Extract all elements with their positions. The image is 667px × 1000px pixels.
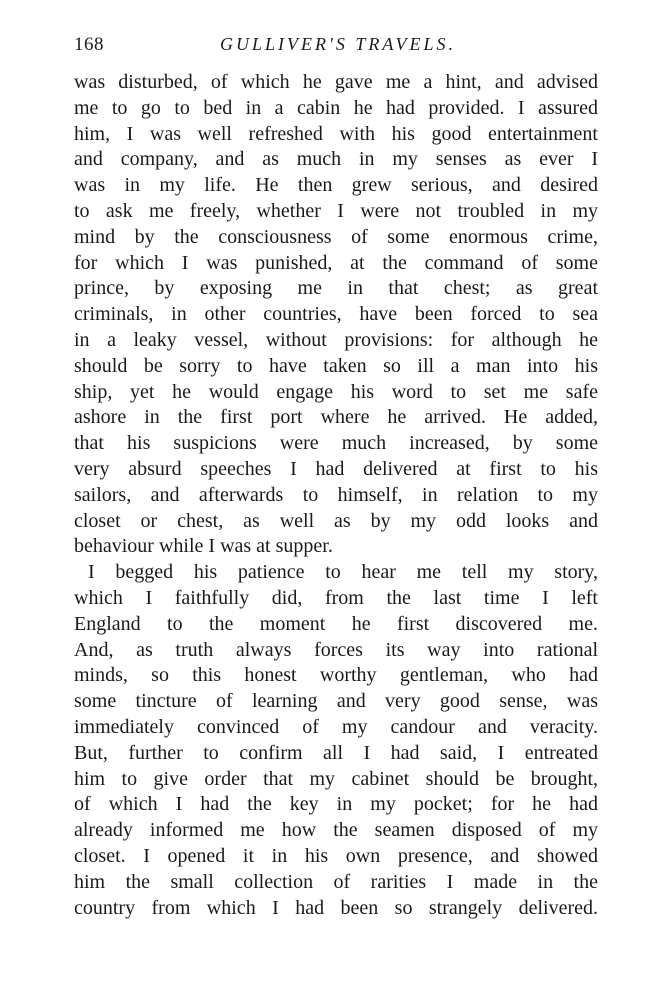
text-line: to ask me freely, whether I were not troubled in my [74, 199, 598, 222]
text-line: me to go to bed in a cabin he had provided. I assured [74, 96, 598, 119]
text-line: should be sorry to have taken so ill a man into his [74, 354, 598, 377]
text-line: already informed me how the seamen disposed of my [74, 819, 598, 842]
running-head [74, 34, 598, 60]
text-line: was disturbed, of which he gave me a hint, and advised [74, 71, 598, 93]
text-line: for which I was punished, at the command of some [74, 251, 598, 274]
text-line: closet. I opened it in his own presence, and showed [74, 844, 598, 867]
text-line: And, as truth always forces its way into rational [74, 638, 598, 661]
text-line: minds, so this honest worthy gentleman, who had [74, 664, 598, 687]
text-line: England to the moment he first discovered me. [74, 612, 598, 635]
text-line: prince, by exposing me in that chest; as great [74, 277, 598, 300]
paragraph-1 [74, 70, 598, 560]
text-line: I begged his patience to hear me tell my story, [88, 561, 598, 584]
text-line: sailors, and afterwards to himself, in relation to my [74, 483, 598, 506]
text-line: in a leaky vessel, without provisions: for although he [74, 328, 598, 351]
text-line: him to give order that my cabinet should be brought, [74, 767, 598, 790]
text-line: mind by the consciousness of some enormous crime, [74, 225, 598, 248]
text-line: him the small collection of rarities I made in the [74, 870, 598, 893]
text-line: country from which I had been so strangely delivered. [74, 896, 598, 919]
text-line: which I faithfully did, from the last time I left [74, 586, 598, 609]
text-line: ashore in the first port where he arrived. He added, [74, 406, 598, 429]
running-title: GULLIVER'S TRAVELS. [220, 34, 456, 54]
text-line: him, I was well refreshed with his good entertainment [74, 122, 598, 145]
text-line: closet or chest, as well as by my odd looks and [74, 509, 598, 532]
body-text [74, 70, 598, 921]
page-number: 168 [74, 34, 104, 55]
text-line: of which I had the key in my pocket; for he had [74, 793, 598, 816]
text-line: immediately convinced of my candour and veracity. [74, 715, 598, 738]
text-line: criminals, in other countries, have been forced to sea [74, 303, 598, 326]
text-line: and company, and as much in my senses as ever I [74, 148, 598, 171]
text-line: very absurd speeches I had delivered at first to his [74, 457, 598, 480]
text-line: ship, yet he would engage his word to set me safe [74, 380, 598, 403]
text-line: behaviour while I was at supper. [74, 535, 333, 558]
text-line: some tincture of learning and very good sense, was [74, 690, 598, 713]
text-line: But, further to confirm all I had said, I entreated [74, 741, 598, 764]
paragraph-2 [74, 560, 598, 921]
text-line: was in my life. He then grew serious, and desired [74, 174, 598, 197]
text-line: that his suspicions were much increased, by some [74, 432, 598, 455]
